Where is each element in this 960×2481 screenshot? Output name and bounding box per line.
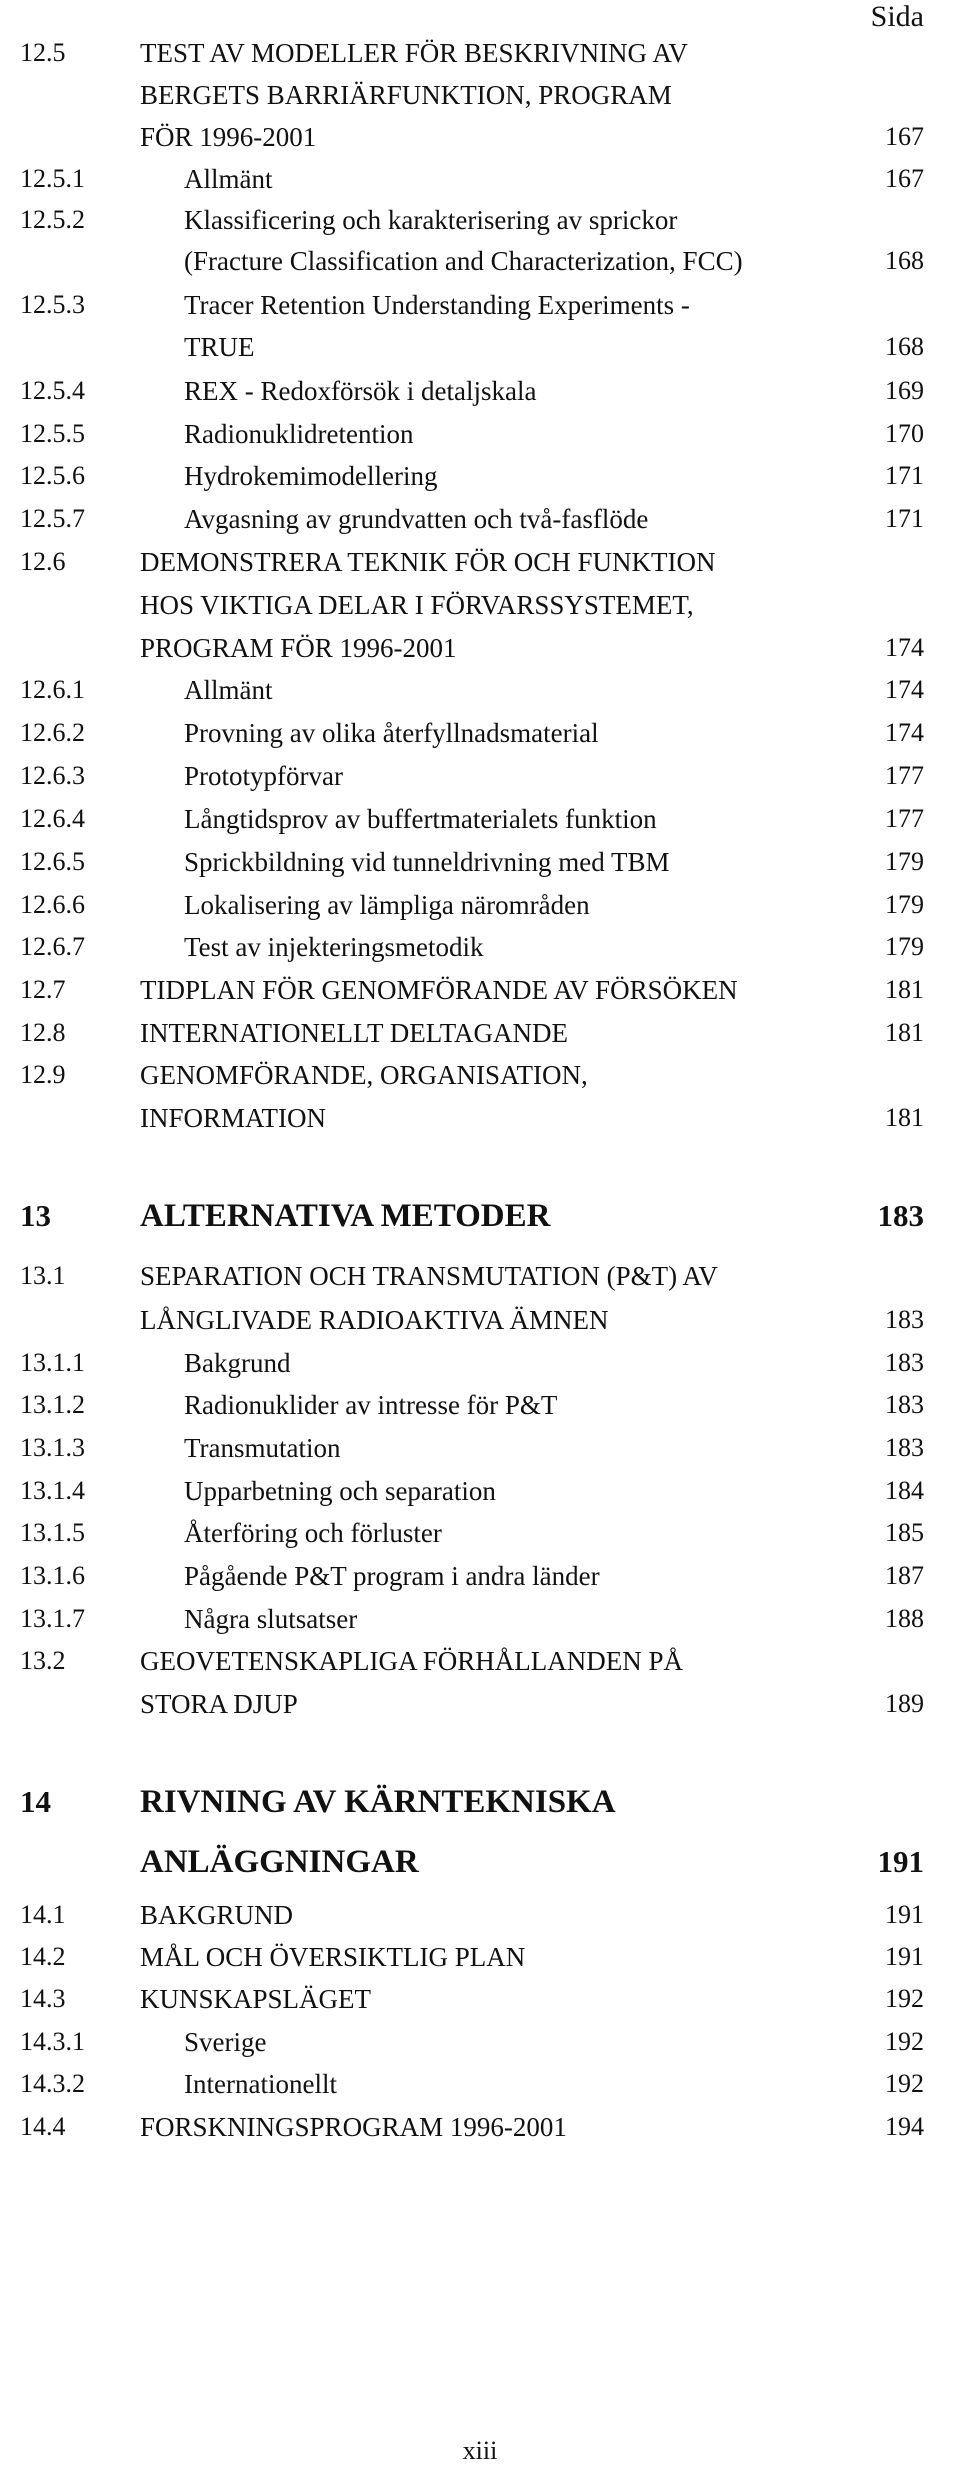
toc-entry-title: FÖR 1996-2001 bbox=[140, 122, 317, 152]
toc-entry-title: LÅNGLIVADE RADIOAKTIVA ÄMNEN bbox=[140, 1305, 609, 1335]
toc-entry-page: 177 bbox=[885, 761, 924, 790]
toc-entry-title: INFORMATION bbox=[140, 1103, 327, 1133]
toc-entry-title: TRUE bbox=[184, 332, 255, 362]
toc-entry-number: 14.3.1 bbox=[20, 2027, 85, 2056]
toc-entry-page: 194 bbox=[885, 2112, 924, 2141]
toc-entry-number: 13.1.2 bbox=[20, 1390, 85, 1419]
toc-entry-title: Internationellt bbox=[184, 2069, 337, 2099]
toc-entry-page: 181 bbox=[885, 1103, 924, 1132]
toc-entry-title: Lokalisering av lämpliga närområden bbox=[184, 890, 590, 920]
toc-entry-title: Upparbetning och separation bbox=[184, 1476, 496, 1506]
toc-entry-number: 12.5.2 bbox=[20, 205, 85, 234]
toc-entry-page: 192 bbox=[885, 2069, 924, 2098]
toc-entry-number: 12.6.5 bbox=[20, 847, 85, 876]
toc-entry-number: 12.5.5 bbox=[20, 419, 85, 448]
toc-entry-number: 13.1 bbox=[20, 1261, 66, 1290]
toc-entry-number: 12.5 bbox=[20, 38, 66, 67]
toc-entry-title: Återföring och förluster bbox=[184, 1518, 442, 1548]
toc-entry-number: 12.7 bbox=[20, 975, 66, 1004]
toc-entry-page: 170 bbox=[885, 419, 924, 448]
toc-entry-page: 184 bbox=[885, 1476, 924, 1505]
toc-entry-number: 12.5.6 bbox=[20, 461, 85, 490]
toc-entry-title: Avgasning av grundvatten och två-fasflöde bbox=[184, 504, 649, 534]
toc-entry-title: Pågående P&T program i andra länder bbox=[184, 1561, 600, 1591]
toc-entry-page: 171 bbox=[885, 504, 924, 533]
toc-entry-title: Test av injekteringsmetodik bbox=[184, 932, 484, 962]
toc-entry-page: 168 bbox=[885, 246, 924, 275]
toc-entry-title: HOS VIKTIGA DELAR I FÖRVARSSYSTEMET, bbox=[140, 590, 694, 620]
toc-entry-title: SEPARATION OCH TRANSMUTATION (P&T) AV bbox=[140, 1261, 718, 1291]
toc-entry-page: 177 bbox=[885, 804, 924, 833]
toc-entry-page: 191 bbox=[885, 1900, 924, 1929]
toc-entry-number: 13.1.3 bbox=[20, 1433, 85, 1462]
page-column-header: Sida bbox=[870, 0, 924, 33]
toc-entry-title: Klassificering och karakterisering av sprickor bbox=[184, 205, 678, 235]
toc-entry-title: Allmänt bbox=[184, 164, 273, 194]
toc-entry-page: 179 bbox=[885, 847, 924, 876]
toc-entry-page: 174 bbox=[885, 675, 924, 704]
toc-entry-page: 183 bbox=[885, 1348, 924, 1377]
toc-entry-title: BAKGRUND bbox=[140, 1900, 294, 1930]
toc-entry-title: Långtidsprov av buffertmaterialets funktion bbox=[184, 804, 657, 834]
toc-entry-page: 171 bbox=[885, 461, 924, 490]
toc-entry-number: 12.9 bbox=[20, 1060, 66, 1089]
toc-entry-page: 168 bbox=[885, 332, 924, 361]
toc-entry-number: 13.1.1 bbox=[20, 1348, 85, 1377]
toc-entry-number: 12.5.3 bbox=[20, 290, 85, 319]
toc-entry-page: 183 bbox=[885, 1433, 924, 1462]
toc-entry-number: 12.6.1 bbox=[20, 675, 85, 704]
toc-entry-title: TEST AV MODELLER FÖR BESKRIVNING AV bbox=[140, 38, 688, 68]
toc-entry-number: 12.6 bbox=[20, 547, 66, 576]
toc-entry-title: REX - Redoxförsök i detaljskala bbox=[184, 376, 537, 406]
toc-entry-number: 14.2 bbox=[20, 1942, 66, 1971]
toc-entry-number: 12.5.7 bbox=[20, 504, 85, 533]
toc-entry-page: 185 bbox=[885, 1518, 924, 1547]
toc-entry-title: TIDPLAN FÖR GENOMFÖRANDE AV FÖRSÖKEN bbox=[140, 975, 738, 1005]
toc-entry-title: Transmutation bbox=[184, 1433, 341, 1463]
toc-entry-title: Några slutsatser bbox=[184, 1604, 358, 1634]
toc-entry-title: Prototypförvar bbox=[184, 761, 343, 791]
toc-entry-title: PROGRAM FÖR 1996-2001 bbox=[140, 633, 457, 663]
toc-entry-page: 189 bbox=[885, 1689, 924, 1718]
toc-entry-page: 174 bbox=[885, 633, 924, 662]
toc-entry-number: 12.6.4 bbox=[20, 804, 85, 833]
toc-entry-number: 13.1.6 bbox=[20, 1561, 85, 1590]
toc-entry-number: 13.1.7 bbox=[20, 1604, 85, 1633]
toc-entry-number: 12.6.3 bbox=[20, 761, 85, 790]
page-number: xiii bbox=[462, 2436, 498, 2465]
toc-entry-page: 191 bbox=[885, 1942, 924, 1971]
toc-entry-page: 188 bbox=[885, 1604, 924, 1633]
toc-entry-title: GEOVETENSKAPLIGA FÖRHÅLLANDEN PÅ bbox=[140, 1646, 683, 1676]
toc-entry-number: 14.3.2 bbox=[20, 2069, 85, 2098]
toc-entry-page: 192 bbox=[885, 2027, 924, 2056]
toc-entry-page: 192 bbox=[885, 1984, 924, 2013]
toc-entry-number: 12.5.1 bbox=[20, 164, 85, 193]
toc-entry-number: 12.6.6 bbox=[20, 890, 85, 919]
toc-entry-title: RIVNING AV KÄRNTEKNISKA bbox=[140, 1784, 616, 1820]
toc-entry-page: 167 bbox=[885, 122, 924, 151]
toc-entry-title: Allmänt bbox=[184, 675, 273, 705]
toc-entry-title: ANLÄGGNINGAR bbox=[140, 1844, 419, 1880]
toc-entry-title: GENOMFÖRANDE, ORGANISATION, bbox=[140, 1060, 588, 1090]
toc-entry-page: 181 bbox=[885, 1018, 924, 1047]
toc-entry-number: 13.1.5 bbox=[20, 1518, 85, 1547]
toc-entry-title: Radionuklider av intresse för P&T bbox=[184, 1390, 558, 1420]
toc-entry-page: 169 bbox=[885, 376, 924, 405]
toc-entry-title: (Fracture Classification and Characterization, FCC) bbox=[184, 246, 743, 276]
toc-entry-page: 187 bbox=[885, 1561, 924, 1590]
toc-entry-title: Radionuklidretention bbox=[184, 419, 414, 449]
toc-entry-page: 174 bbox=[885, 718, 924, 747]
toc-entry-page: 167 bbox=[885, 164, 924, 193]
toc-entry-page: 183 bbox=[885, 1390, 924, 1419]
toc-entry-page: 181 bbox=[885, 975, 924, 1004]
toc-entry-number: 12.8 bbox=[20, 1018, 66, 1047]
toc-entry-number: 13.1.4 bbox=[20, 1476, 85, 1505]
toc-entry-number: 14.1 bbox=[20, 1900, 66, 1929]
toc-entry-title: Provning av olika återfyllnadsmaterial bbox=[184, 718, 599, 748]
toc-entry-page: 191 bbox=[877, 1844, 924, 1879]
toc-entry-title: KUNSKAPSLÄGET bbox=[140, 1984, 372, 2014]
toc-entry-number: 14 bbox=[20, 1784, 51, 1819]
toc-entry-title: Tracer Retention Understanding Experiments - bbox=[184, 290, 690, 320]
toc-entry-page: 183 bbox=[877, 1198, 924, 1233]
toc-entry-title: Hydrokemimodellering bbox=[184, 461, 438, 491]
toc-entry-title: FORSKNINGSPROGRAM 1996-2001 bbox=[140, 2112, 567, 2142]
toc-entry-number: 14.4 bbox=[20, 2112, 66, 2141]
toc-entry-title: Sverige bbox=[184, 2027, 267, 2057]
toc-entry-title: STORA DJUP bbox=[140, 1689, 298, 1719]
toc-entry-number: 14.3 bbox=[20, 1984, 66, 2013]
toc-entry-title: INTERNATIONELLT DELTAGANDE bbox=[140, 1018, 569, 1048]
toc-entry-title: ALTERNATIVA METODER bbox=[140, 1198, 551, 1234]
toc-entry-title: Sprickbildning vid tunneldrivning med TBM bbox=[184, 847, 670, 877]
toc-entry-title: Bakgrund bbox=[184, 1348, 291, 1378]
toc-entry-title: DEMONSTRERA TEKNIK FÖR OCH FUNKTION bbox=[140, 547, 716, 577]
toc-entry-number: 12.6.2 bbox=[20, 718, 85, 747]
toc-entry-page: 183 bbox=[885, 1305, 924, 1334]
toc-entry-page: 179 bbox=[885, 932, 924, 961]
toc-entry-number: 13.2 bbox=[20, 1646, 66, 1675]
toc-entry-number: 12.6.7 bbox=[20, 932, 85, 961]
toc-entry-page: 179 bbox=[885, 890, 924, 919]
toc-entry-title: MÅL OCH ÖVERSIKTLIG PLAN bbox=[140, 1942, 526, 1972]
toc-entry-title: BERGETS BARRIÄRFUNKTION, PROGRAM bbox=[140, 80, 672, 110]
toc-entry-number: 12.5.4 bbox=[20, 376, 85, 405]
toc-entry-number: 13 bbox=[20, 1198, 51, 1233]
